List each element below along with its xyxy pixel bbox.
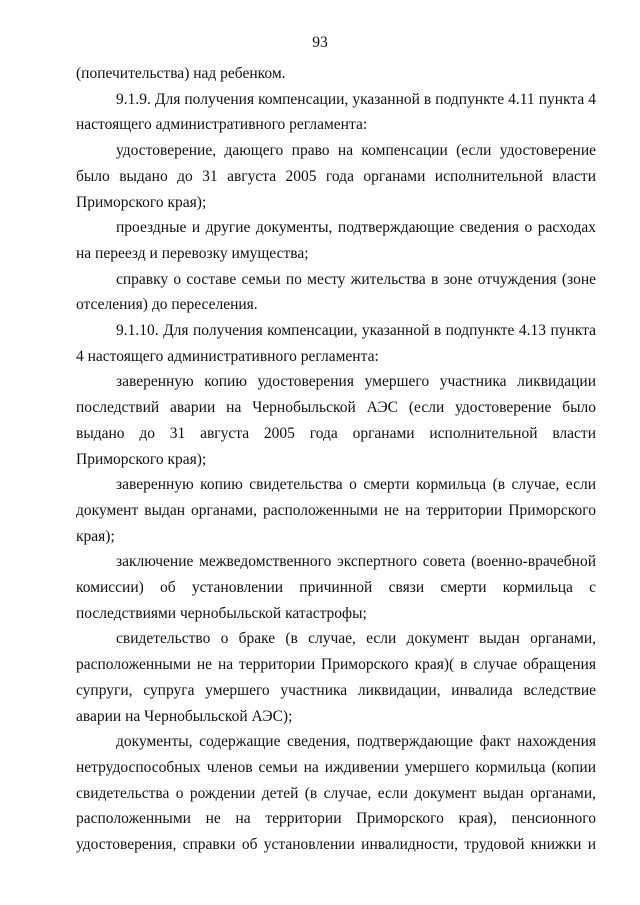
paragraph: справку о составе семьи по месту жительства в зоне отчуждения (зоне отселения) до переселения. [76,270,596,314]
paragraph: заключение межведомственного экспертного совета (военно-врачебной комиссии) об установлении причинной связи смерти кормильца с последствиями чернобыльской катастрофы; [76,553,596,622]
document-body [76,61,596,858]
page-number: 93 [312,34,328,51]
paragraph: заверенную копию удостоверения умершего участника ликвидации последствий аварии на Чернобыльской АЭС (если удостоверение было выдано до 31 августа 2005 года органами исполнительной власти Приморского края); [76,373,596,468]
paragraph: свидетельство о браке (в случае, если документ выдан органами, расположенными не на территории Приморского края)( в случае обращения супруги, супруга умершего участника ликвидации, инвалида вследствие аварии на Чернобыльской АЭС); [76,630,596,725]
paragraph: 9.1.10. Для получения компенсации, указанной в подпункте 4.13 пункта 4 настоящего административного регламента: [76,322,596,365]
paragraph: проездные и другие документы, подтверждающие сведения о расходах на переезд и перевозку имущества; [76,219,596,262]
paragraph: документы, содержащие сведения, подтверждающие факт нахождения нетрудоспособных членов семьи на иждивении умершего кормильца (копии свидетельства о рождении детей (в случае, если документ выдан органами, расположенными не на территории Приморского края), пенсионного удостоверения, справки об установлении инвалидности, трудовой книжки и [76,733,596,854]
paragraph: (попечительства) над ребенком. [76,65,286,82]
paragraph: 9.1.9. Для получения компенсации, указанной в подпункте 4.11 пункта 4 настоящего административного регламента: [76,90,596,134]
paragraph: удостоверение, дающего право на компенсации (если удостоверение было выдано до 31 августа 2005 года органами исполнительной власти Приморского края); [76,142,596,211]
paragraph: заверенную копию свидетельства о смерти кормильца (в случае, если документ выдан органами, расположенными не на территории Приморского края); [76,476,596,545]
